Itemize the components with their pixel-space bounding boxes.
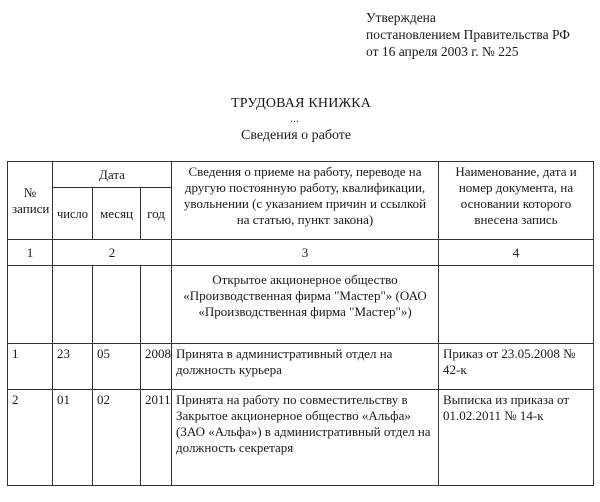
row-1-no: 1 — [8, 344, 53, 390]
table-row — [8, 390, 594, 486]
row-2-info: Принята на работу по совместительству в Закрытое акционерное общество «Альфа» (ЗАО «Альфа») в административный отдел на должность секретаря — [172, 390, 439, 486]
approval-stamp — [366, 9, 570, 60]
header-document: Наименование, дата и номер документа, на основании которого внесена запись — [439, 162, 594, 240]
title-ellipsis: ... — [290, 111, 299, 125]
col-number-3: 3 — [172, 240, 439, 266]
organization-name: Открытое акционерное общество «Производственная фирма "Мастер"» (ОАО «Производственная фирма "Мастер"») — [172, 266, 439, 344]
header-year: год — [141, 188, 172, 240]
approval-line-1: Утверждена — [366, 10, 436, 25]
row-1-month: 05 — [93, 344, 141, 390]
header-info: Сведения о приеме на работу, переводе на другую постоянную работу, квалификации, увольнении (с указанием причин и ссылкой на статью, пункт закона) — [172, 162, 439, 240]
header-date: Дата — [53, 162, 172, 188]
table-row — [8, 344, 594, 390]
col-number-2: 2 — [53, 240, 172, 266]
section-title: Сведения о работе — [241, 128, 352, 143]
header-day — [53, 188, 93, 240]
work-records-table — [7, 161, 594, 486]
row-2-no: 2 — [8, 390, 53, 486]
row-2-document: Выписка из приказа от 01.02.2011 № 14-к — [439, 390, 594, 486]
organization-row — [8, 266, 594, 344]
row-2-year: 2011 — [141, 390, 172, 486]
header-day-label: число — [57, 206, 89, 221]
row-2-month: 02 — [93, 390, 141, 486]
row-1-year: 2008 — [141, 344, 172, 390]
document-title: ТРУДОВАЯ КНИЖКА — [231, 96, 372, 111]
header-record-no: № записи — [8, 162, 53, 240]
row-1-day: 23 — [53, 344, 93, 390]
approval-line-3: от 16 апреля 2003 г. № 225 — [366, 44, 519, 59]
col-number-4: 4 — [439, 240, 594, 266]
col-number-1: 1 — [8, 240, 53, 266]
header-row-1 — [8, 162, 594, 188]
column-number-row — [8, 240, 594, 266]
header-month: месяц — [93, 188, 141, 240]
row-1-info: Принята в административный отдел на должность курьера — [172, 344, 439, 390]
row-2-day: 01 — [53, 390, 93, 486]
row-1-document: Приказ от 23.05.2008 № 42-к — [439, 344, 594, 390]
approval-line-2: постановлением Правительства РФ — [366, 27, 570, 42]
